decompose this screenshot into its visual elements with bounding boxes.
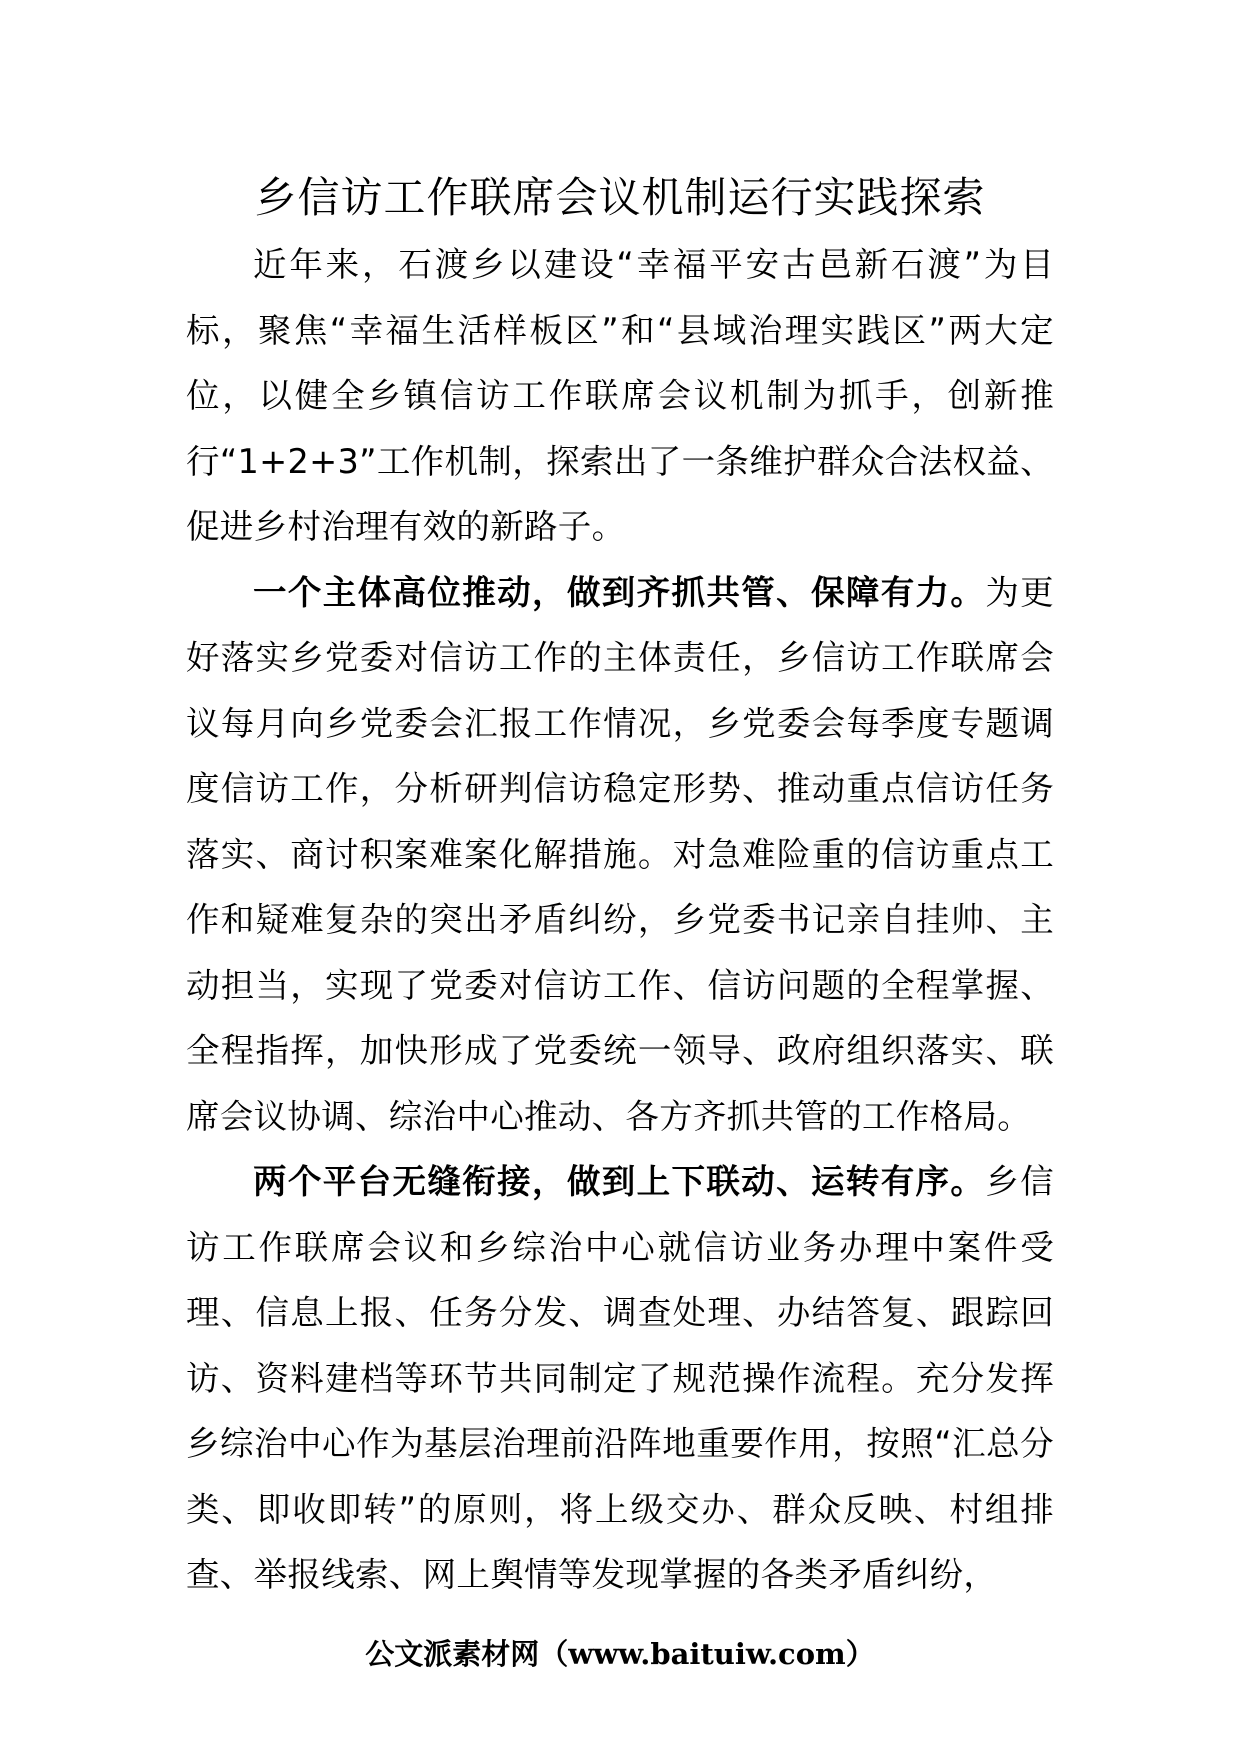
paragraph-text: 为更好落实乡党委对信访工作的主体责任，乡信访工作联席会议每月向乡党委会汇报工作情况，乡党委会每季度专题调度信访工作，分析研判信访稳定形势、推动重点信访任务落实、商讨积案难案化解措施。对急难险重的信访重点工作和疑难复杂的突出矛盾纠纷，乡党委书记亲自挂帅、主动担当，实现了党委对信访工作、信访问题的全程掌握、全程指挥，加快形成了党委统一领导、政府组织落实、联席会议协调、综治中心推动、各方齐抓共管的工作格局。 [186, 572, 1054, 1136]
source-footer: 公文派素材网（www.baituiw.com） [365, 1637, 875, 1671]
document-title: 乡信访工作联席会议机制运行实践探索 [254, 173, 986, 222]
paragraph-two-platforms [186, 1149, 1054, 1608]
document-body [186, 232, 1054, 1608]
paragraph-intro [186, 232, 1054, 560]
paragraph-lead: 两个平台无缝衔接，做到上下联动、运转有序。 [253, 1162, 986, 1201]
paragraph-text: 近年来，石渡乡以建设“幸福平安古邑新石渡”为目标，聚焦“幸福生活样板区”和“县域治理实践区”两大定位，以健全乡镇信访工作联席会议机制为抓手，创新推行“1+2+3”工作机制，探索出了一条维护群众合法权益、促进乡村治理有效的新路子。 [186, 245, 1054, 546]
paragraph-one-subject [186, 560, 1054, 1150]
paragraph-text: 乡信访工作联席会议和乡综治中心就信访业务办理中案件受理、信息上报、任务分发、调查处理、办结答复、跟踪回访、资料建档等环节共同制定了规范操作流程。充分发挥乡综治中心作为基层治理前沿阵地重要作用，按照“汇总分类、即收即转”的原则，将上级交办、群众反映、村组排查、举报线索、网上舆情等发现掌握的各类矛盾纠纷， [186, 1162, 1054, 1594]
paragraph-lead: 一个主体高位推动，做到齐抓共管、保障有力。 [253, 572, 986, 612]
